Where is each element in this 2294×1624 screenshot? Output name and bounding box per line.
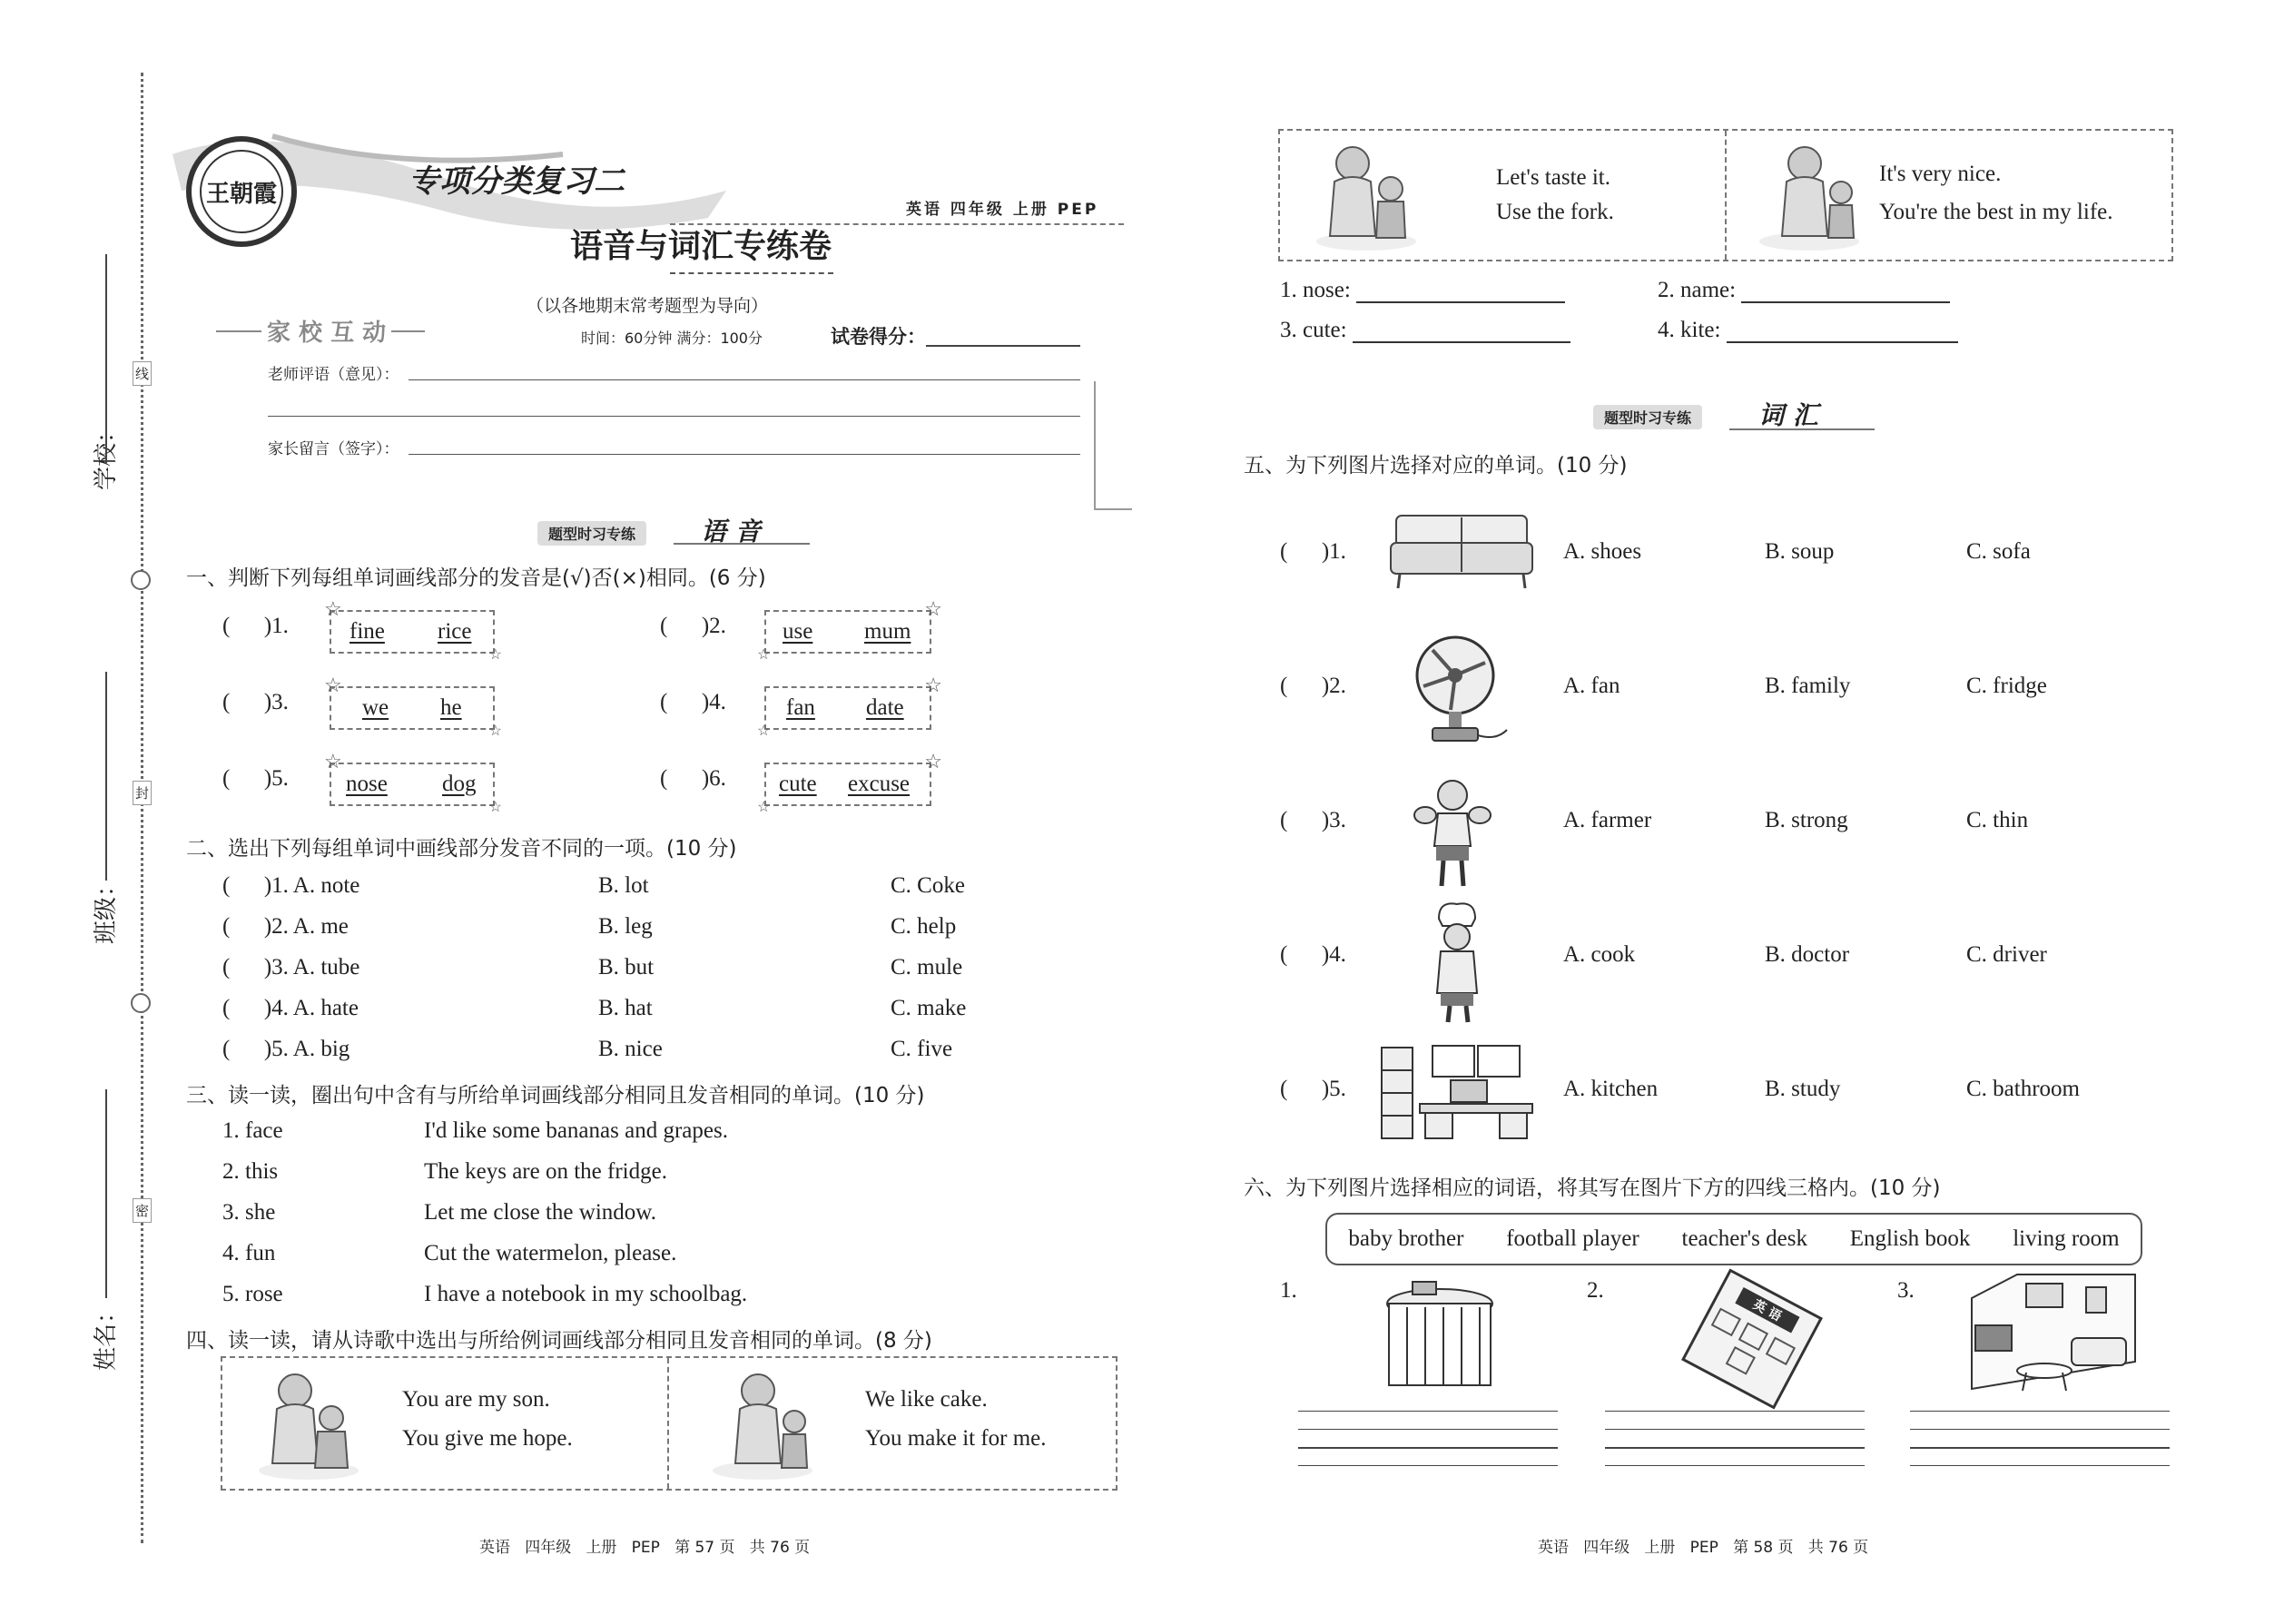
family-picture-icon: [1750, 136, 1868, 254]
sentence[interactable]: Let me close the window.: [424, 1200, 656, 1225]
poem-line: You give me hope.: [402, 1426, 573, 1451]
page-subtitle: （以各地期末常考题型为导向）: [527, 296, 769, 316]
answer-bracket[interactable]: (: [1280, 674, 1322, 698]
q4-blank: [1280, 278, 1565, 303]
item-number: )2.: [1321, 674, 1346, 698]
q6-number: 3.: [1897, 1278, 1915, 1303]
name-line: [105, 1089, 107, 1298]
option-b: B. soup: [1765, 539, 1835, 564]
parent-comment-label: 家长留言（签字）：: [268, 440, 399, 458]
school-line: [105, 254, 107, 463]
item-number: )4.: [701, 690, 726, 714]
star-icon: ☆: [324, 674, 342, 696]
option-a: )4. A. hate: [263, 996, 359, 1020]
q1-item: [222, 614, 289, 639]
home-school-label: 家 校 互 动: [261, 314, 391, 348]
home-school-badge: [216, 312, 425, 352]
q1-item: [222, 690, 289, 715]
item-number: )4.: [1321, 942, 1346, 967]
option-b: B. leg: [598, 914, 653, 939]
page-title: 语音与词汇专练卷: [570, 228, 832, 265]
q5-item: [1280, 808, 2097, 833]
q6-number: 2.: [1587, 1278, 1604, 1303]
q6-number: 1.: [1280, 1278, 1297, 1303]
word: cute: [779, 772, 817, 796]
answer-bracket[interactable]: (: [222, 873, 264, 898]
q3-item: [222, 1159, 1039, 1185]
poem-divider: [667, 1358, 669, 1489]
section-tag-label: 题型时习专练: [537, 521, 646, 546]
option-a: A. kitchen: [1563, 1077, 1659, 1101]
teacher-comment-label: 老师评语（意见）：: [268, 366, 399, 384]
logo-text: 王朝霞: [205, 180, 277, 208]
item-number: )1.: [1321, 539, 1346, 564]
word: he: [440, 695, 462, 720]
answer-bracket[interactable]: (: [222, 996, 264, 1020]
strong-boy-picture-icon: [1407, 773, 1498, 891]
q1-item: [660, 614, 726, 639]
word: dog: [442, 772, 477, 796]
option-c: C. make: [891, 996, 967, 1020]
item-number: )1.: [263, 614, 289, 638]
option-b: B. lot: [598, 873, 649, 898]
class-label: 班级：: [93, 872, 120, 944]
item-number: )5.: [263, 766, 289, 791]
q4-blank: [1658, 278, 1950, 303]
option-a: A. fan: [1563, 674, 1620, 698]
answer-blank[interactable]: [1741, 281, 1950, 303]
name-field[interactable]: [87, 1089, 123, 1380]
item-number: )2.: [701, 614, 726, 638]
name-label: 姓名：: [93, 1299, 120, 1371]
blank-label: 2. name:: [1658, 278, 1737, 302]
word-bank-item: football player: [1506, 1226, 1639, 1251]
word: mum: [864, 619, 911, 644]
poem-line: You are my son.: [402, 1387, 550, 1412]
q3-title: 三、读一读，圈出句中含有与所给单词画线部分相同且发音相同的单词。(10 分): [186, 1084, 925, 1107]
perforation-line: [141, 73, 143, 1543]
q2-item: [222, 955, 1039, 980]
q5-item: [1280, 942, 2097, 968]
word-bank: [1325, 1213, 2142, 1265]
study-room-picture-icon: [1378, 1038, 1538, 1144]
sentence[interactable]: Cut the watermelon, please.: [424, 1241, 677, 1265]
given-word: 5. rose: [222, 1282, 283, 1306]
star-icon: ☆: [324, 750, 342, 773]
q2-title: 二、选出下列每组单词中画线部分发音不同的一项。(10 分): [186, 837, 737, 861]
option-a: A. shoes: [1563, 539, 1642, 564]
answer-bracket[interactable]: (: [222, 1037, 264, 1061]
school-label: 学校：: [93, 418, 120, 490]
option-c: C. bathroom: [1966, 1077, 2080, 1101]
answer-bracket[interactable]: (: [1280, 1077, 1322, 1101]
section-tag-label: 题型时习专练: [1593, 405, 1702, 429]
q1-item: [660, 766, 726, 792]
brand-logo: [186, 136, 297, 247]
q6-title: 六、为下列图片选择相应的词语，将其写在图片下方的四线三格内。(10 分): [1244, 1176, 1941, 1200]
option-a: A. cook: [1563, 942, 1636, 967]
family-picture-icon: [704, 1363, 822, 1483]
q4-title: 四、读一读，请从诗歌中选出与所给例词画线部分相同且发音相同的单词。(8 分): [186, 1329, 932, 1353]
star-icon: ☆: [488, 647, 502, 663]
word: date: [866, 695, 904, 720]
poem-line: Use the fork.: [1496, 200, 1614, 224]
teachers-desk-picture-icon: [1380, 1280, 1507, 1394]
sentence[interactable]: The keys are on the fridge.: [424, 1159, 667, 1184]
q2-item: [222, 996, 1039, 1021]
sentence[interactable]: I'd like some bananas and grapes.: [424, 1118, 728, 1143]
answer-blank[interactable]: [1727, 321, 1958, 343]
comment-line: [268, 416, 1080, 417]
q3-item: [222, 1282, 1039, 1307]
section-title: 语 音: [701, 517, 761, 546]
given-word: 3. she: [222, 1200, 276, 1225]
option-b: B. study: [1765, 1077, 1841, 1101]
family-picture-icon: [1307, 136, 1425, 254]
word-bank-item: teacher's desk: [1681, 1226, 1807, 1251]
poem-divider: [1725, 131, 1727, 260]
poem-line: Let's taste it.: [1496, 165, 1611, 190]
option-c: C. sofa: [1966, 539, 2031, 564]
word-bank-item: English book: [1849, 1226, 1971, 1251]
fan-picture-icon: [1405, 632, 1514, 750]
hole-mark: [131, 570, 151, 590]
answer-bracket[interactable]: (: [1280, 808, 1322, 832]
q3-item: [222, 1200, 1039, 1225]
footer-right: 英语 四年级 上册 PEP 第 58 页 共 76 页: [1538, 1539, 1869, 1557]
section-tag-phonics: [537, 516, 819, 552]
q1-item: [660, 690, 726, 715]
option-b: B. family: [1765, 674, 1851, 698]
option-a: )1. A. note: [263, 873, 360, 898]
cut-mark: 密: [133, 1198, 152, 1223]
english-book-picture: [1681, 1268, 1823, 1409]
star-icon: ☆: [924, 750, 942, 773]
cook-picture-icon: [1421, 899, 1493, 1026]
star-icon: ☆: [488, 800, 502, 815]
word-pair-box: [757, 750, 942, 815]
word-pair-box: [757, 597, 942, 663]
given-word: 4. fun: [222, 1241, 276, 1265]
poem-box: [1278, 129, 2173, 261]
option-c: C. help: [891, 914, 957, 939]
corner-deco: [1094, 381, 1132, 510]
subject-tag: 英语 四年级 上册 PEP: [906, 201, 1099, 219]
footer-left: 英语 四年级 上册 PEP 第 57 页 共 76 页: [479, 1539, 811, 1557]
q2-item: [222, 873, 1039, 899]
item-number: )3.: [1321, 808, 1346, 832]
writing-grid[interactable]: [1910, 1411, 2170, 1469]
q1-item: [222, 766, 289, 792]
q4-blank: [1280, 318, 1570, 343]
word-bank-item: living room: [2013, 1226, 2120, 1251]
q3-item: [222, 1241, 1039, 1266]
cut-mark: 封: [133, 781, 152, 805]
q5-title: 五、为下列图片选择对应的单词。(10 分): [1244, 454, 1628, 477]
word: rice: [438, 619, 472, 644]
answer-bracket[interactable]: (: [1280, 539, 1322, 564]
item-number: )5.: [1321, 1077, 1346, 1101]
option-a: )5. A. big: [263, 1037, 350, 1061]
teacher-comment-field[interactable]: [409, 379, 1080, 380]
answer-bracket[interactable]: (: [222, 690, 264, 714]
answer-bracket[interactable]: (: [222, 766, 264, 791]
answer-bracket[interactable]: (: [660, 614, 702, 638]
word: use: [783, 619, 813, 644]
poem-line: You're the best in my life.: [1879, 200, 2113, 224]
blank-label: 4. kite:: [1658, 318, 1721, 342]
option-b: B. but: [598, 955, 655, 979]
option-c: C. Coke: [891, 873, 965, 898]
class-field[interactable]: [87, 672, 123, 962]
blank-label: 3. cute:: [1280, 318, 1347, 342]
option-c: C. driver: [1966, 942, 2047, 967]
answer-bracket[interactable]: (: [660, 766, 702, 791]
word-pair-box: [324, 674, 502, 739]
answer-bracket[interactable]: (: [222, 914, 264, 939]
word: nose: [346, 772, 388, 796]
score-field[interactable]: [926, 345, 1080, 347]
parent-comment-field[interactable]: [409, 454, 1080, 455]
answer-bracket[interactable]: (: [1280, 942, 1322, 967]
score-label: 试卷得分：: [831, 326, 926, 348]
item-number: )6.: [701, 766, 726, 791]
star-icon: ☆: [924, 597, 942, 620]
q4-blank: [1658, 318, 1958, 343]
q2-item: [222, 1037, 1039, 1062]
option-a: )2. A. me: [263, 914, 349, 939]
star-icon: ☆: [924, 674, 942, 696]
family-picture-icon: [250, 1363, 368, 1483]
item-number: )3.: [263, 690, 289, 714]
poem-box: [221, 1356, 1117, 1491]
star-icon: ☆: [757, 723, 771, 739]
title-underline: [670, 272, 833, 274]
poem-line: It's very nice.: [1879, 162, 2002, 186]
q2-item: [222, 914, 1039, 940]
star-icon: ☆: [488, 723, 502, 739]
word: fine: [350, 619, 385, 644]
word-pair-box: [324, 750, 502, 815]
sentence[interactable]: I have a notebook in my schoolbag.: [424, 1282, 748, 1306]
option-b: B. hat: [598, 996, 653, 1020]
book-title: 英 语: [1735, 1287, 1799, 1334]
option-b: B. strong: [1765, 808, 1848, 832]
option-a: A. farmer: [1563, 808, 1652, 832]
answer-blank[interactable]: [1353, 321, 1570, 343]
option-c: C. five: [891, 1037, 953, 1061]
star-icon: ☆: [324, 597, 342, 620]
option-c: C. fridge: [1966, 674, 2047, 698]
given-word: 2. this: [222, 1159, 279, 1184]
word-bank-item: baby brother: [1348, 1226, 1464, 1251]
cut-mark: 线: [133, 361, 152, 386]
living-room-picture-icon: [1963, 1271, 2141, 1396]
option-b: B. doctor: [1765, 942, 1850, 967]
q5-item: [1280, 674, 2097, 699]
banner-title: 专项分类复习二: [409, 163, 625, 200]
q1-title: 一、判断下列每组单词画线部分的发音是(√)否(×)相同。(6 分): [186, 566, 766, 590]
option-c: C. thin: [1966, 808, 2029, 832]
word: fan: [786, 695, 815, 720]
poem-line: We like cake.: [865, 1387, 988, 1412]
section-title: 词 汇: [1758, 400, 1818, 430]
word: we: [362, 695, 389, 720]
answer-blank[interactable]: [1356, 281, 1565, 303]
answer-bracket[interactable]: (: [222, 614, 264, 638]
binding-margin: [0, 0, 154, 1624]
word-pair-box: [757, 674, 942, 739]
writing-grid[interactable]: [1298, 1411, 1558, 1469]
poem-line: You make it for me.: [865, 1426, 1047, 1451]
star-icon: ☆: [757, 647, 771, 663]
option-b: B. nice: [598, 1037, 663, 1061]
word: excuse: [848, 772, 911, 796]
time-info: 时间：60分钟 满分：100分: [581, 330, 763, 347]
section-tag-vocab: [1593, 399, 1884, 436]
q3-item: [222, 1118, 1039, 1144]
answer-bracket[interactable]: (: [660, 690, 702, 714]
blank-label: 1. nose:: [1280, 278, 1351, 302]
class-line: [105, 672, 107, 881]
answer-bracket[interactable]: (: [222, 955, 264, 979]
star-icon: ☆: [757, 800, 771, 815]
writing-grid[interactable]: [1605, 1411, 1865, 1469]
option-c: C. mule: [891, 955, 963, 979]
hole-mark: [131, 993, 151, 1013]
word-pair-box: [324, 597, 502, 663]
school-field[interactable]: [87, 254, 123, 545]
option-a: )3. A. tube: [263, 955, 360, 979]
given-word: 1. face: [222, 1118, 283, 1143]
sofa-picture-icon: [1387, 507, 1536, 592]
